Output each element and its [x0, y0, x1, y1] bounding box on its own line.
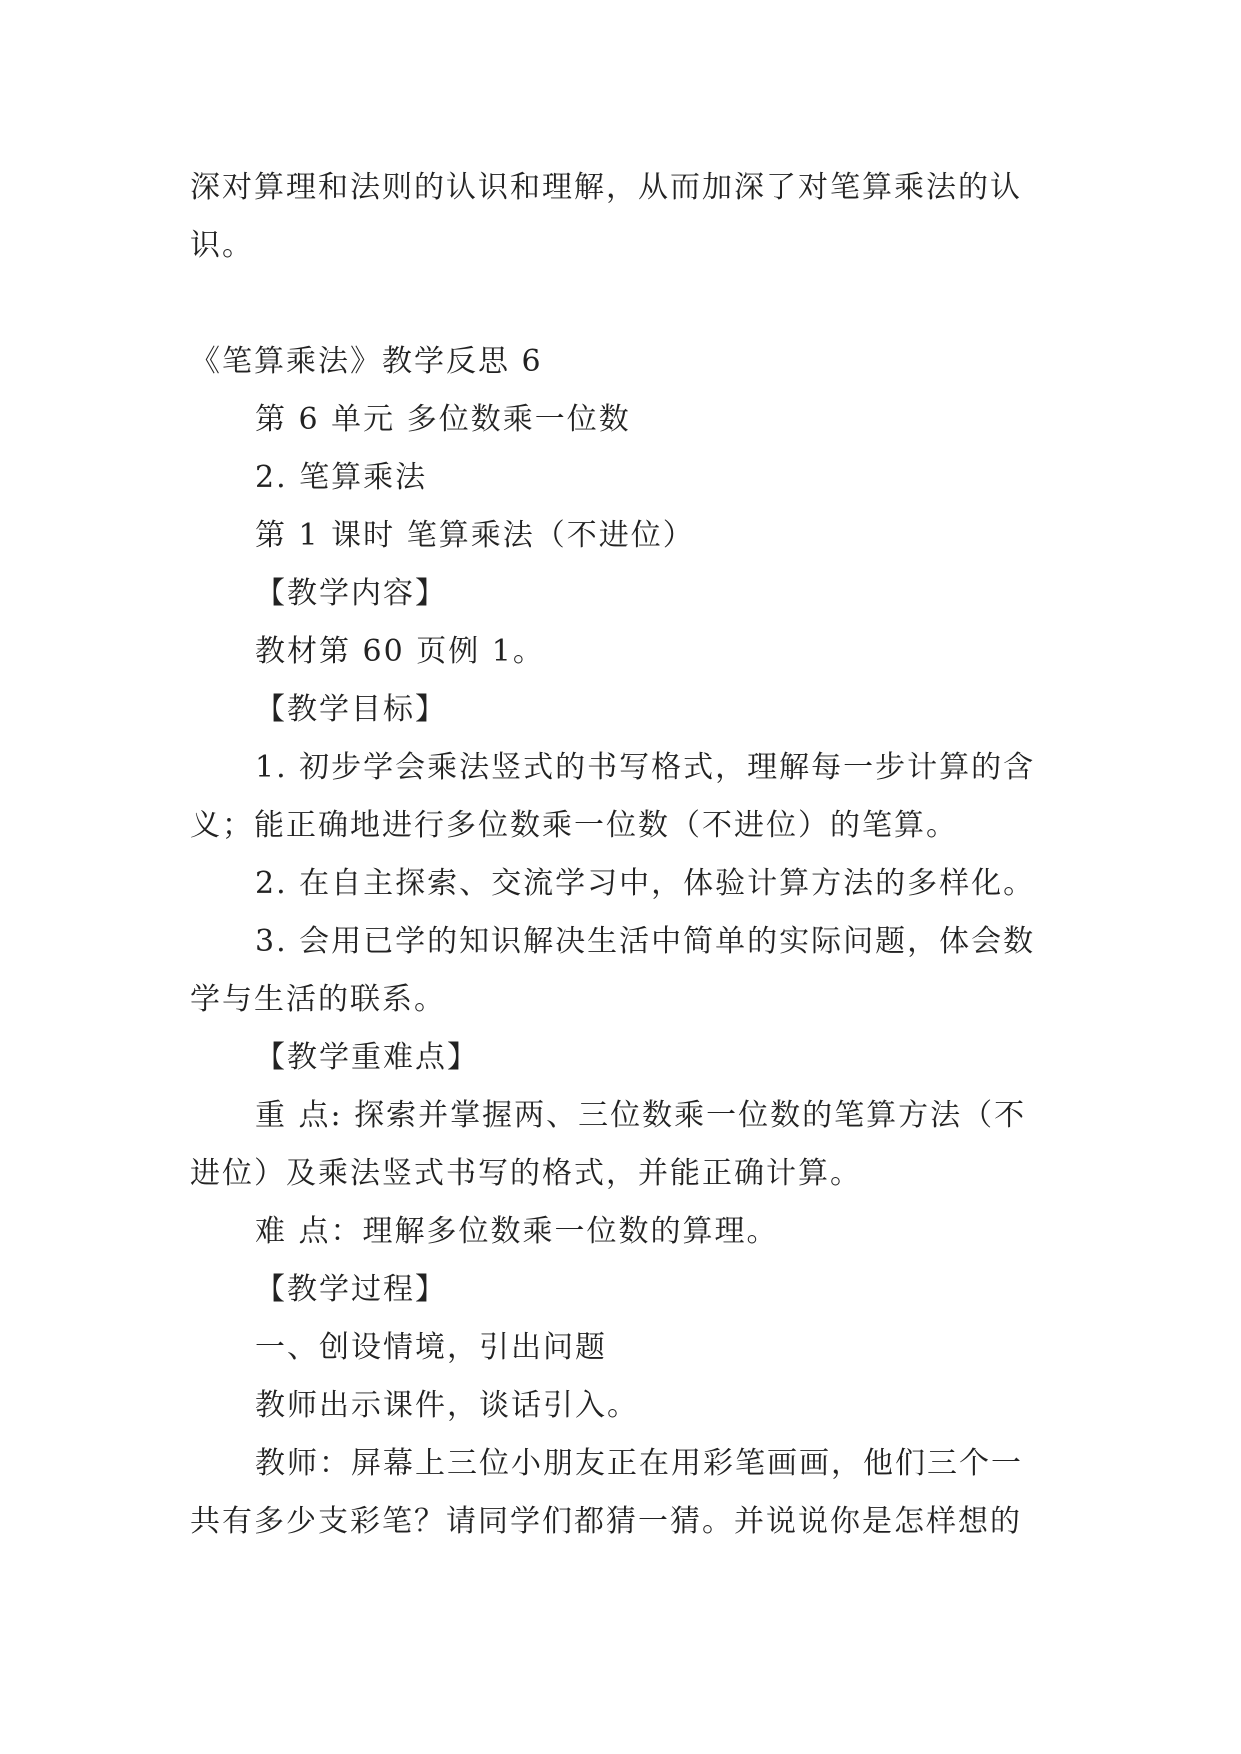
text-line: 2. 在自主探索、交流学习中，体验计算方法的多样化。 [255, 866, 1036, 901]
text-line: 识。 [190, 228, 254, 263]
text-line: 教材第 60 页例 1。 [255, 634, 545, 669]
text-line: 1. 初步学会乘法竖式的书写格式，理解每一步计算的含 [255, 750, 1036, 785]
section-heading: 【教学过程】 [255, 1272, 447, 1307]
text-line: 深对算理和法则的认识和理解，从而加深了对笔算乘法的认 [190, 170, 1022, 205]
text-line: 进位）及乘法竖式书写的格式，并能正确计算。 [190, 1156, 862, 1191]
text-line: 重 点: 探索并掌握两、三位数乘一位数的笔算方法（不 [255, 1098, 1027, 1133]
text-line: 教师出示课件，谈话引入。 [255, 1388, 639, 1423]
text-line: 学与生活的联系。 [190, 982, 446, 1017]
text-line: 第 6 单元 多位数乘一位数 [255, 402, 631, 437]
text-line: 共有多少支彩笔？请同学们都猜一猜。并说说你是怎样想的 [190, 1504, 1022, 1539]
section-title: 《笔算乘法》教学反思 6 [190, 344, 543, 379]
section-heading: 【教学内容】 [255, 576, 447, 611]
section-heading: 【教学目标】 [255, 692, 447, 727]
text-line: 难 点：理解多位数乘一位数的算理。 [255, 1214, 779, 1249]
section-heading: 【教学重难点】 [255, 1040, 479, 1075]
text-line: 3. 会用已学的知识解决生活中简单的实际问题，体会数 [255, 924, 1036, 959]
text-line: 一、创设情境，引出问题 [255, 1330, 607, 1365]
text-line: 教师：屏幕上三位小朋友正在用彩笔画画，他们三个一 [255, 1446, 1023, 1481]
text-line: 第 1 课时 笔算乘法（不进位） [255, 518, 695, 553]
text-line: 义；能正确地进行多位数乘一位数（不进位）的笔算。 [190, 808, 958, 843]
text-line: 2. 笔算乘法 [255, 460, 428, 495]
